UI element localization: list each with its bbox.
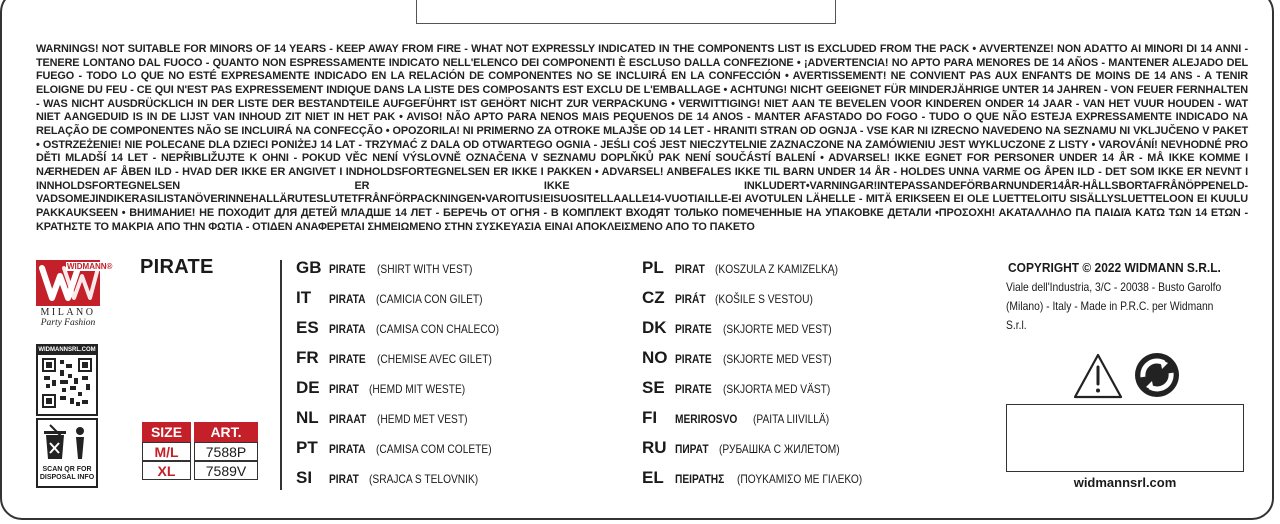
- lang-product-name: PIRAT: [675, 262, 705, 276]
- disposal-box: [36, 418, 98, 488]
- size-header: SIZE: [142, 422, 191, 442]
- lang-product-desc: (SKJORTE MED VEST): [722, 322, 832, 336]
- lang-product-desc: (РУБАШКА С ЖИЛЕТОМ): [719, 442, 840, 456]
- language-row: [296, 318, 521, 348]
- lang-code: GB: [296, 258, 322, 277]
- lang-product-desc: (KOŠILE S VESTOU): [715, 292, 814, 306]
- top-empty-box: [416, 0, 836, 24]
- address-text: Viale dell'Industria, 3/C - 20038 - Busto Garolfo (Milano) - Italy - Made in P.R.C. per Widmann S.r.l.: [1006, 280, 1222, 332]
- lang-product-name: PIRAT: [329, 382, 359, 396]
- qr-header: WIDMANNSRL.COM: [38, 347, 96, 353]
- language-row: [642, 468, 885, 498]
- size-value: XL: [142, 461, 191, 480]
- lang-product-name: PIRATE: [329, 352, 366, 366]
- lang-code: RU: [642, 438, 667, 457]
- warning-triangle-icon: [1072, 352, 1124, 400]
- lang-product-name: ΠΕΙΡΑΤΗΣ: [675, 472, 725, 486]
- language-row: [642, 318, 885, 348]
- lang-product-name: PIRAT: [329, 472, 359, 486]
- language-row: [642, 438, 885, 468]
- copyright-text: COPYRIGHT © 2022 WIDMANN S.R.L.: [1008, 260, 1221, 275]
- languages-right: [642, 258, 885, 498]
- language-row: [296, 468, 521, 498]
- lang-product-desc: (CHEMISE AVEC GILET): [376, 352, 492, 366]
- lang-product-name: PIRATE: [329, 262, 366, 276]
- website-link[interactable]: widmannsrl.com: [1073, 475, 1177, 490]
- size-table: [139, 422, 261, 480]
- size-row: [142, 442, 258, 461]
- lang-product-name: PIRATA: [329, 442, 366, 456]
- lang-code: CZ: [642, 288, 665, 307]
- lang-product-desc: (ΠΟΥΚΑΜΙΣΟ ΜΕ ΓΙΛΕΚΟ): [737, 472, 863, 486]
- lang-code: FI: [642, 408, 658, 427]
- lang-product-desc: (CAMISA COM COLETE): [376, 442, 492, 456]
- divider-line: [280, 260, 282, 490]
- language-row: [296, 258, 521, 288]
- lang-product-name: PIRATE: [675, 382, 712, 396]
- lang-product-name: PIRÁT: [675, 292, 706, 306]
- lang-product-desc: (HEMD MIT WESTE): [368, 382, 465, 396]
- lang-product-name: PIRATA: [329, 292, 366, 306]
- language-row: [642, 378, 885, 408]
- lang-product-desc: (SKJORTE MED VEST): [722, 352, 832, 366]
- lang-product-desc: (PAITA LIIVILLÄ): [752, 412, 829, 426]
- brand-tagline: Party Fashion: [40, 318, 96, 328]
- language-row: [296, 408, 521, 438]
- lang-code: ES: [296, 318, 319, 337]
- green-dot-recycle-icon: [1134, 352, 1180, 398]
- qr-box[interactable]: [36, 344, 98, 416]
- lang-code: NO: [642, 348, 668, 367]
- lang-code: PL: [642, 258, 664, 277]
- lang-product-desc: (SHIRT WITH VEST): [376, 262, 472, 276]
- language-row: [642, 348, 885, 378]
- size-value: M/L: [142, 442, 191, 461]
- lang-product-desc: (KOSZULA Z KAMIZELKĄ): [714, 262, 838, 276]
- language-row: [642, 258, 885, 288]
- language-row: [296, 378, 521, 408]
- lang-product-desc: (SRAJCA S TELOVNIK): [368, 472, 478, 486]
- lang-code: DK: [642, 318, 667, 337]
- blank-box: [1006, 404, 1244, 472]
- lang-product-desc: (HEMD MET VEST): [377, 412, 468, 426]
- language-row: [296, 438, 521, 468]
- lang-code: PT: [296, 438, 318, 457]
- size-row: [142, 461, 258, 480]
- lang-product-name: PIRATE: [675, 322, 712, 336]
- brand-tag: WIDMANN®: [67, 262, 113, 271]
- warnings-text: WARNINGS! NOT SUITABLE FOR MINORS OF 14 YEARS - KEEP AWAY FROM FIRE - WHAT NOT EXPRESSLY INDICATED IN THE COMPONENTS LIST IS EXCLUDED FROM THE PACK • AVVERTENZE! NON ADATTO AI MINORI DI 14 ANNI - TENERE LONTANO DAL FUOCO - QUANTO NON ESPRESSAMENTE INDICATO NELL'ELENCO DEI COMPONENTI È ESCLUSO DALLA CONFEZIONE • ¡ADVERTENCIA! NO APTO PARA MENORES DE 14 AÑOS - MANTENER ALEJADO DEL FUEGO - TODO LO QUE NO ESTÉ EXPRESAMENTE INDICADO EN LA RELACIÓN DE COMPONENTES NO SE INCLUIRÁ EN LA CONFECCIÓN • AVERTISSEMENT! NE CONVIENT PAS AUX ENFANTS DE MOINS DE 14 ANS - A TENIR ELOIGNE DU FEU - CE QUI N'EST PAS EXPRESSEMENT INDIQUE DANS LA LISTE DES COMPOSANTS EST EXCLU DE L'EMBALLAGE • ACHTUNG! NICHT GEEIGNET FÜR MINDERJÄHRIGE UNTER 14 JAHREN - VON FEUER FERNHALTEN - WAS NICHT AUSDRÜCKLICH IN DER LISTE DER BESTANDTEILE AUFGEFÜHRT IST GEHÖRT NICHT ZUR VERPACKUNG • VERWITTIGING! NIET AAN TE BEVELEN VOOR KINDEREN ONDER 14 JAAR - VAN HET VUUR HOUDEN - WAT NIET AANGEDUID IS IN DE LIJST VAN INHOUD ZIT NIET IN HET PAK • AVISO! NÃO APTO PARA NENOS MAIS PEQUENOS DE 14 ANOS - MANTER AFASTADO DO FOGO - TUDO O QUE NÃO ESTEJA EXPRESSAMENTE INDICADO NA RELAÇÃO DE COMPONENTES NÃO SE INCLUIRÁ NA CONFECÇÃO • OPOZORILA! NI PRIMERNO ZA OTROKE MLAJŠE OD 14 LET - HRANITI STRAN OD OGNJA - VSE KAR NI IZRECNO NAVEDENO NA SEZNAMU NI VKLJUČENO V PAKET • OSTRZEŻENIE! NIE POLECANE DLA DZIECI PONIŻEJ 14 LAT - TRZYMAĆ Z DALA OD OTWARTEGO OGNIA - JEŚLI COŚ JEST NIECZYTELNIE ZAZNACZONE NA ZAMÓWIENIU JEST WYKLUCZONE Z LISTY • VAROVÁNÍ! NEVHODNÉ PRO DĚTI MLADŠÍ 14 LET - NEPŘIBLIŽUJTE K OHNI - POKUD VĚC NENÍ VÝSLOVNĚ OZNAČENA V SEZNAMU DOPLŇKŮ PAK NENÍ SOUČÁSTÍ BALENÍ • ADVARSEL! IKKE EGNET FOR PERSONER UNDER 14 ÅR - MÅ IKKE KOMME I NÆRHEDEN AF ÅBEN ILD - HVAD DER IKKE ER ANGIVET I INDHOLDSFORTEGNELSEN ER IKKE I PAKKEN • ADVARSEL! ANBEFALES IKKE TIL BARN UNDER 14 ÅR - HOLDES UNNA VARME OG ÅPEN ILD - DET SOM IKKE ER NEVNT I INNHOLDSFORTEGNELSEN ER IKKE INKLUDERT•VARNINGAR!INTEPASSANDEFÖRBARNUNDER14ÅR-HÅLLSBORTAFRÅNÖPPENELD-VADSOMEJINDIKERASILISTANÖVERINNEHALLÄRUTESLUTETFRÅNFÖRPACKNINGEN•VAROITUS!EISUOSITELLAALLE14-VUOTIAILLE-EI AVOTULEN LÄHELLE - MITÄ ERIKSEEN EI OLE LUETTELOITU SISÄLLYSLUETTELOON EI KUULU PAKKAUKSEEN • ВНИМАНИЕ! НЕ ПОХОДИТ ДЛЯ ДЕТЕЙ МЛАДШЕ 14 ЛЕТ - БЕРЕЧЬ ОТ ОГНЯ - В КОМПЛЕКТ ВХОДЯТ ТОЛЬКО ПОМЕЧЕННЫЕ НА УПАКОВКЕ ДЕТАЛИ •ΠΡΟΣΟΧΗ! ΑΚΑΤΑΛΛΗΛΟ ΠΑ ΠΑΙΔΙΆ ΚΑΤΩ ΤΩΝ 14 ΕΤΩΝ - ΚΡΑΤΗΣΤΕ ΤΟ ΜΑΚΡΙΑ ΑΠΟ ΤΗΝ ΦΩΤΙΑ - ΟΤΙΔΕΝ ΑΝΑΦΕΡΕΤΑΙ ΣΗΜΕΙΩΜΕΝΟ ΣΤΗΝ ΣΥΣΚΕΥΑΣΙΑ ΕΙΝΑΙ ΑΠΟΚΛΕΙΣΜΕΝΟ ΑΠΟ ΤΟ ΠΑΚΕΤΟ: [36, 43, 1248, 233]
- lang-code: EL: [642, 468, 664, 487]
- lang-product-name: PIRATE: [675, 352, 712, 366]
- language-row: [296, 288, 521, 318]
- language-row: [642, 288, 885, 318]
- lang-product-desc: (SKJORTA MED VÄST): [722, 382, 830, 396]
- brand-city: MILANO: [40, 307, 96, 318]
- lang-product-desc: (CAMISA CON CHALECO): [376, 322, 500, 336]
- lang-code: DE: [296, 378, 320, 397]
- disposal-line-2: DISPOSAL INFO: [39, 474, 95, 481]
- languages-left: [296, 258, 521, 498]
- lang-product-name: PIRATA: [329, 322, 366, 336]
- recycle-bin-info-icon: [42, 423, 92, 463]
- art-number: 7588P: [194, 442, 258, 461]
- language-row: [296, 348, 521, 378]
- lang-code: SE: [642, 378, 665, 397]
- qr-code-icon: [42, 358, 92, 408]
- lang-code: FR: [296, 348, 319, 367]
- symbols: [1072, 352, 1202, 402]
- lang-product-name: PIRAAT: [329, 412, 367, 426]
- lang-code: SI: [296, 468, 313, 487]
- lang-product-name: ПИРАТ: [675, 442, 709, 456]
- lang-product-desc: (CAMICIA CON GILET): [376, 292, 483, 306]
- disposal-line-1: SCAN QR FOR: [42, 466, 92, 473]
- art-header: ART.: [194, 422, 258, 442]
- lang-code: IT: [296, 288, 312, 307]
- language-row: [642, 408, 885, 438]
- art-number: 7589V: [194, 461, 258, 480]
- lang-product-name: MERIROSVO: [675, 412, 738, 426]
- lang-code: NL: [296, 408, 319, 427]
- product-name: PIRATE: [140, 256, 214, 278]
